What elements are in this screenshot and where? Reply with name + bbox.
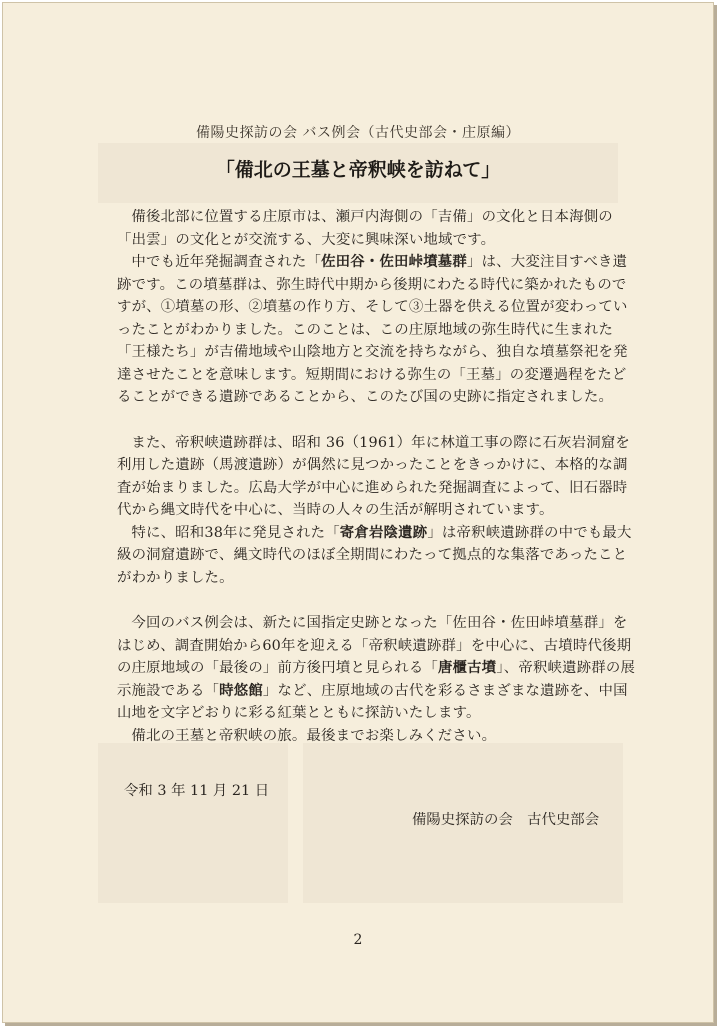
text-span: 特に、昭和38年に発見された「 <box>131 524 340 541</box>
text-span: 」は、大変注目すべき遺跡です。この墳墓群は、弥生時代中期から後期にわたる時代に築かれたものですが、①墳墓の形、②墳墓の作り方、そして③土器を供える位置が変わっていったことがわかりました。このことは、この庄原地域の弥生時代に生まれた「王様たち」が吉備地域や山陰地方と交流を持ちながら、独自な墳墓祭祀を発達させたことを意味します。短期間における弥生の「王墓」の変遷過程をたどることができる遺跡であることから、このたび国の史跡に指定されました。 <box>117 254 628 405</box>
body-text <box>117 206 639 747</box>
highlight-sadadani-tombs: 佐田谷・佐田峠墳墓群 <box>321 254 467 270</box>
page-number: 2 <box>353 932 363 948</box>
show-through-shadow <box>98 743 288 903</box>
paragraph-closing: 備北の王墓と帝釈峡の旅。最後までお楽しみください。 <box>131 727 497 744</box>
paragraph-sadadani <box>117 251 639 409</box>
highlight-yosekura-site: 寄倉岩陰遺跡 <box>339 524 428 541</box>
document-date: 令和 3 年 11 月 21 日 <box>124 783 270 799</box>
page-title: 「備北の王墓と帝釈峡を訪ねて」 <box>215 159 501 181</box>
organization-signature: 備陽史探訪の会 古代史部会 <box>412 812 600 828</box>
paragraph-gap <box>117 409 639 432</box>
paragraph-taishakukyo: また、帝釈峡遺跡群は、昭和 36（1961）年に林道工事の際に石灰岩洞窟を利用した遺跡（馬渡遺跡）が偶然に見つかったことをきっかけに、本格的な調査が始まりました。広島大学が中心に進められた発掘調査によって、旧石器時代から縄文時代を中心に、当時の人々の生活が解明されています。 <box>117 434 631 518</box>
highlight-jiyukan: 時悠館 <box>219 682 263 699</box>
document-page <box>2 2 714 1023</box>
text-span: 」など、庄原地域の古代を彩るさまざまな遺跡を、中国山地を文字どおりに彩る紅葉とともに探訪いたします。 <box>117 682 628 721</box>
paragraph-gap <box>117 589 639 612</box>
paragraph-yosekura <box>117 522 639 590</box>
text-span: 中でも近年発掘調査された「 <box>131 254 322 270</box>
text-span: 」、帝釈峡遺跡群の展示施設である「 <box>117 660 636 699</box>
event-subtitle: 備陽史探訪の会 バス例会（古代史部会・庄原編） <box>196 125 520 141</box>
highlight-karato-kofun: 唐櫃古墳 <box>438 660 497 676</box>
text-span: 今回のバス例会は、新たに国指定史跡となった「佐田谷・佐田峠墳墓群」をはじめ、調査開始から60年を迎える「帝釈峡遺跡群」を中心に、古墳時代後期の庄原地域の「最後の」前方後円墳と見られる「 <box>117 615 632 676</box>
paragraph-intro: 備後北部に位置する庄原市は、瀬戸内海側の「吉備」の文化と日本海側の「出雲」の文化とが交流する、大変に興味深い地域です。 <box>117 209 613 248</box>
text-span: 」は帝釈峡遺跡群の中でも最大級の洞窟遺跡で、縄文時代のほぼ全期間にわたって拠点的な集落であったことがわかりました。 <box>117 524 632 586</box>
paragraph-bus-tour <box>117 612 639 725</box>
